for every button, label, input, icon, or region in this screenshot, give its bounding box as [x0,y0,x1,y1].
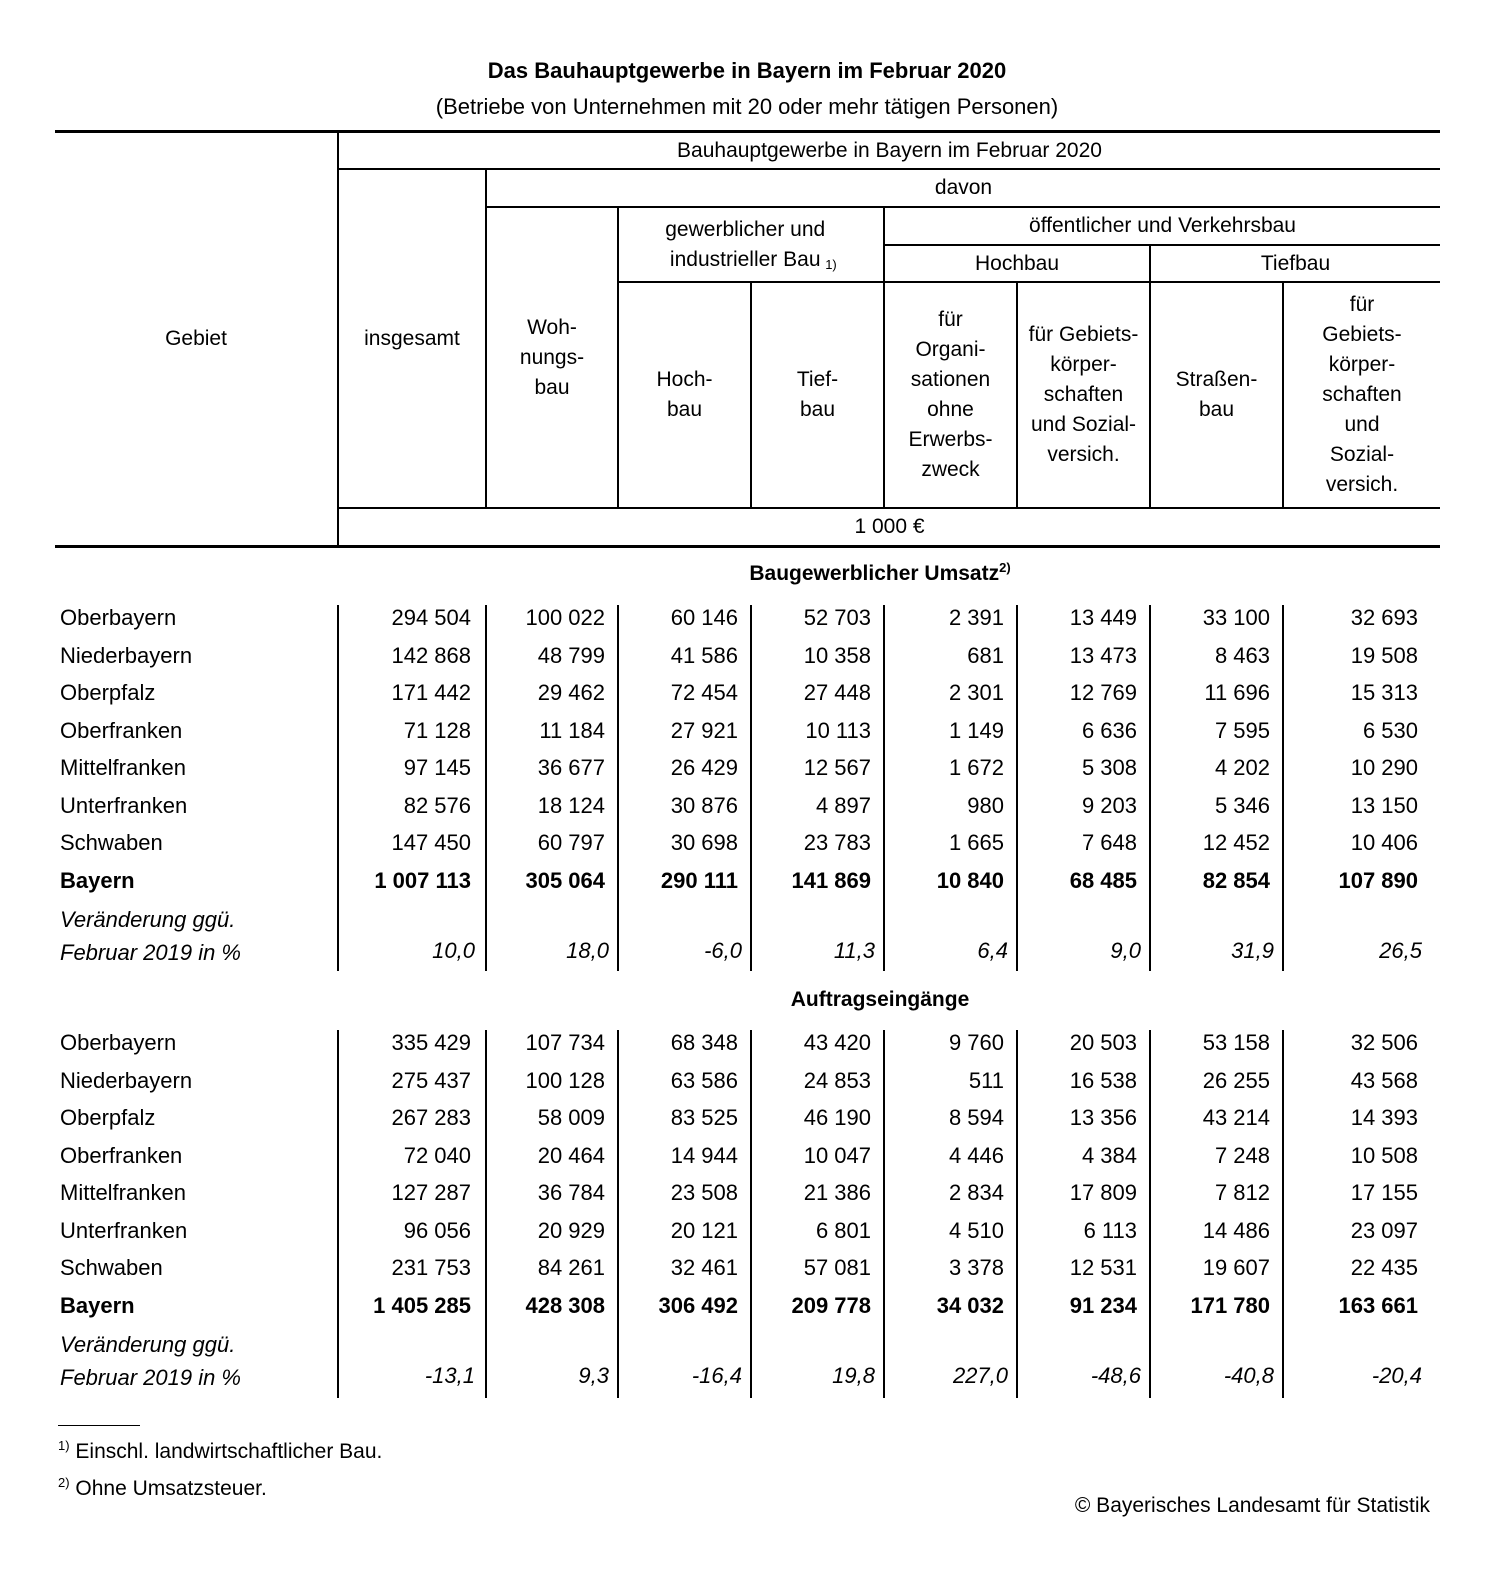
table-cell: 1 007 113 [374,867,471,893]
table-cell: 32 461 [670,1255,738,1280]
table-cell: 18,0 [566,938,609,963]
header-unit: 1 000 € [854,515,925,538]
table-cell: 511 [968,1067,1004,1093]
table-cell: 29 462 [537,680,605,705]
row-label: Oberfranken [60,1142,183,1168]
table-cell: 20 929 [537,1217,605,1243]
table-cell: 9,3 [578,1363,609,1388]
table-cell: 267 283 [391,1105,471,1130]
table-cell: 17 809 [1069,1180,1137,1205]
body-vline [485,1030,487,1398]
table-cell: 43 568 [1350,1067,1418,1093]
table-row [0,1068,1440,1105]
table-cell: 6 113 [1083,1217,1137,1243]
table-cell: 10 358 [803,642,871,668]
table-cell: 18 124 [537,792,605,818]
section-title [330,988,1430,1012]
table-cell: 9,0 [1110,938,1141,963]
header-o-organisationen: für Organi- sationen ohne Erwerbs- zweck [908,308,993,481]
table-cell: 41 586 [670,642,738,668]
table-cell: 6 530 [1362,717,1418,743]
table-cell: 4 446 [948,1142,1004,1168]
header-t-strassenbau: Straßen- bau [1175,368,1258,421]
table-cell: 91 234 [1069,1292,1137,1318]
table-cell: 97 145 [403,755,471,780]
body-vline [617,1030,619,1398]
table-cell: 11,3 [833,938,875,963]
table-row [0,755,1440,792]
table-cell: 1 665 [948,830,1004,855]
table-row [0,1218,1440,1255]
table-cell: 2 834 [948,1180,1004,1205]
table-cell: 68 348 [670,1030,738,1055]
table-cell: 19,8 [832,1363,875,1388]
table-cell: 10,0 [432,938,475,963]
table-cell: 20 464 [537,1142,605,1168]
table-cell: 27 921 [670,717,738,743]
section-title-text: Auftragseingänge [790,988,970,1011]
table-cell: 21 386 [803,1180,871,1205]
copyright: © Bayerisches Landesamt für Statistik [1074,1494,1430,1517]
header-g-tiefbau: Tief- bau [796,368,839,421]
header-g-hochbau: Hoch- bau [656,368,713,421]
table-cell: 147 450 [391,830,471,855]
footnote-2 [58,1477,267,1501]
table-cell: 13 356 [1069,1105,1137,1130]
table-cell: 83 525 [670,1105,738,1130]
table-cell: 60 797 [537,830,605,855]
table-cell: 100 022 [525,605,605,630]
table-cell: 23 508 [670,1180,738,1205]
table-cell: 4 384 [1081,1142,1137,1168]
table-cell: 11 696 [1204,680,1270,705]
table-cell: 14 944 [670,1142,738,1168]
table-cell: 2 301 [948,680,1004,705]
table-cell: 306 492 [658,1292,738,1318]
table-row [0,793,1440,830]
table-cell: 171 780 [1190,1292,1270,1318]
table-cell: 27 448 [803,680,871,705]
table-cell: 22 435 [1350,1255,1418,1280]
table-cell: 71 128 [403,717,471,743]
row-label: Niederbayern [60,642,193,668]
table-title: Das Bauhauptgewerbe in Bayern im Februar 2020 [487,58,1007,83]
table-cell: 36 677 [537,755,605,780]
table-cell: -20,4 [1371,1363,1422,1388]
table-row [0,830,1440,867]
row-label: Bayern [60,1292,135,1318]
table-cell: 24 853 [803,1067,871,1093]
table-cell: -48,6 [1090,1363,1141,1388]
table-cell: 6,4 [977,938,1008,963]
table-cell: 12 452 [1202,830,1270,855]
table-row [0,1143,1440,1180]
table-cell: 20 121 [670,1217,738,1243]
table-cell: 10 840 [936,867,1004,893]
table-row [0,1030,1440,1067]
table-cell: 1 149 [948,717,1004,743]
table-cell: 53 158 [1202,1030,1270,1055]
section-title-text: Baugewerblicher Umsatz [749,562,1000,585]
table-cell: 12 567 [803,755,871,780]
row-label: Oberbayern [60,605,177,630]
table-cell: 31,9 [1231,938,1274,963]
row-label: Schwaben [60,830,163,855]
body-vline [1282,605,1284,971]
table-cell: 305 064 [525,867,605,893]
table-cell: 141 869 [791,867,871,893]
table-row [0,1255,1440,1292]
header-oeffentlich: öffentlicher und Verkehrsbau [1029,214,1296,237]
table-cell: 17 155 [1350,1180,1418,1205]
row-label: Oberpfalz [60,680,156,705]
table-cell: 26 255 [1202,1067,1270,1093]
table-cell: 4 202 [1214,755,1270,780]
table-cell: 57 081 [803,1255,871,1280]
table-cell: 290 111 [660,867,738,893]
table-cell: 96 056 [403,1217,471,1243]
table-cell: 275 437 [391,1067,471,1093]
table-cell: 5 346 [1214,792,1270,818]
table-cell: 127 287 [391,1180,471,1205]
table-cell: 68 485 [1069,867,1137,893]
body-vline [883,1030,885,1398]
table-cell: -13,1 [424,1363,475,1388]
body-vline [750,605,752,971]
table-cell: 15 313 [1350,680,1418,705]
table-cell: 43 420 [803,1030,871,1055]
table-cell: 681 [967,642,1004,668]
table-cell: 335 429 [391,1030,471,1055]
table-cell: 30 876 [670,792,738,818]
table-cell: 23 097 [1350,1217,1418,1243]
table-cell: 209 778 [791,1292,871,1318]
section-title [330,562,1430,586]
table-cell: 58 009 [537,1105,605,1130]
table-cell: 9 203 [1081,792,1137,818]
body-vline [750,1030,752,1398]
row-label: Niederbayern [60,1067,193,1093]
table-cell: 12 531 [1069,1255,1137,1280]
table-cell: 46 190 [803,1105,871,1130]
table-cell: 6 801 [815,1217,871,1243]
table-cell: 26,5 [1379,938,1422,963]
header-gewerblich-label: gewerblicher und industrieller Bau [665,217,826,271]
header-insgesamt: insgesamt [364,326,460,350]
row-label: Unterfranken [60,792,188,818]
table-cell: 12 769 [1069,680,1137,705]
table-cell: 9 760 [948,1030,1004,1055]
row-label: Oberpfalz [60,1105,156,1130]
table-row [0,643,1440,680]
table-cell: 100 128 [525,1067,605,1093]
body-vline [1282,1030,1284,1398]
table-total-row [0,1293,1440,1330]
table-cell: 163 661 [1338,1292,1418,1318]
table-cell: 980 [967,792,1004,818]
table-cell: 48 799 [537,642,605,668]
header-t-gebietskoerperschaften: für Gebiets- körper- schaften und Sozial- versich. [1322,293,1402,496]
row-label: Veränderung ggü. Februar 2019 in % [60,1332,241,1390]
table-row [0,605,1440,642]
footnote-text: Einschl. landwirtschaftlicher Bau. [75,1440,383,1463]
table-cell: 20 503 [1069,1030,1137,1055]
footnote-1 [58,1440,382,1464]
header-gewerblich: gewerblicher und industrieller Bau 1) [619,208,883,281]
header-o-gebietskoerperschaften: für Gebiets- körper- schaften und Sozial- versich. [1028,323,1139,466]
table-cell: 4 510 [948,1217,1004,1243]
body-vline [337,605,339,971]
table-cell: -40,8 [1223,1363,1274,1388]
header-bottom-rule [55,545,1440,548]
table-cell: 26 429 [670,755,738,780]
table-cell: 6 636 [1081,717,1137,743]
table-cell: 72 040 [403,1142,471,1168]
table-cell: 1 405 285 [373,1292,471,1318]
table-cell: -16,4 [691,1363,742,1388]
footnote-text: Ohne Umsatzsteuer. [75,1477,267,1500]
table-cell: 7 595 [1214,717,1270,743]
table-cell: 231 753 [391,1255,471,1280]
table-cell: 13 473 [1069,642,1137,668]
footnote-mark: 1) [58,1438,70,1453]
table-cell: 43 214 [1202,1105,1270,1130]
table-cell: 32 506 [1350,1030,1418,1055]
footnote-rule [58,1425,140,1426]
table-row [0,718,1440,755]
table-cell: 10 113 [805,717,871,743]
table-cell: 10 047 [803,1142,871,1168]
table-cell: 10 406 [1350,830,1418,855]
row-label: Oberfranken [60,717,183,743]
table-cell: 84 261 [537,1255,605,1280]
table-cell: 14 393 [1350,1105,1418,1130]
table-cell: 8 594 [948,1105,1004,1130]
table-cell: 60 146 [670,605,738,630]
table-cell: 7 812 [1214,1180,1270,1205]
table-cell: 16 538 [1069,1067,1137,1093]
footnote-mark: 2) [58,1475,70,1490]
footnote-ref: 2) [999,560,1011,575]
table-cell: 171 442 [391,680,471,705]
table-change-row [0,903,1440,973]
table-row [0,1105,1440,1142]
table-cell: 63 586 [670,1067,738,1093]
table-cell: 23 783 [803,830,871,855]
table-cell: 3 378 [948,1255,1004,1280]
table-cell: 10 290 [1350,755,1418,780]
header-wohnungsbau: Woh- nungs- bau [519,315,585,399]
table-cell: 32 693 [1350,605,1418,630]
table-cell: 11 184 [539,717,605,743]
table-cell: 7 248 [1214,1142,1270,1168]
table-cell: 19 508 [1350,642,1418,668]
header-davon: davon [934,176,993,199]
table-cell: 107 890 [1338,867,1418,893]
body-vline [1149,1030,1151,1398]
body-vline [1016,605,1018,971]
header-gebiet: Gebiet [165,327,227,350]
table-cell: 19 607 [1202,1255,1270,1280]
table-cell: 13 150 [1350,792,1418,818]
table-cell: 82 576 [403,792,471,818]
table-cell: 428 308 [525,1292,605,1318]
table-cell: 2 391 [948,605,1004,630]
table-cell: 72 454 [670,680,738,705]
table-cell: 30 698 [670,830,738,855]
table-cell: 5 308 [1081,755,1137,780]
table-row [0,680,1440,717]
table-cell: 36 784 [537,1180,605,1205]
table-cell: 1 672 [948,755,1004,780]
table-row [0,1180,1440,1217]
table-cell: 13 449 [1069,605,1137,630]
table-cell: 142 868 [391,642,471,668]
row-label: Oberbayern [60,1030,177,1055]
table-cell: 33 100 [1202,605,1270,630]
header-hochbau-group: Hochbau [974,251,1060,275]
table-cell: 52 703 [803,605,871,630]
table-cell: 107 734 [525,1030,605,1055]
table-change-row [0,1328,1440,1398]
body-vline [883,605,885,971]
table-subtitle: (Betriebe von Unternehmen mit 20 oder mehr tätigen Personen) [435,94,1059,119]
row-label: Bayern [60,867,135,893]
row-label: Mittelfranken [60,1180,186,1205]
body-vline [617,605,619,971]
body-vline [337,1030,339,1398]
table-cell: 10 508 [1350,1142,1418,1168]
table-cell: 82 854 [1202,867,1270,893]
row-label: Schwaben [60,1255,163,1280]
row-label: Mittelfranken [60,755,186,780]
table-cell: 34 032 [936,1292,1004,1318]
table-cell: 4 897 [815,792,871,818]
row-label: Veränderung ggü. Februar 2019 in % [60,907,241,965]
table-cell: 7 648 [1081,830,1137,855]
table-cell: 294 504 [391,605,471,630]
table-total-row [0,868,1440,905]
table-cell: 14 486 [1202,1217,1270,1243]
row-label: Unterfranken [60,1217,188,1243]
table-cell: 227,0 [952,1363,1008,1388]
body-vline [485,605,487,971]
body-vline [1149,605,1151,971]
header-tiefbau-group: Tiefbau [1260,251,1331,275]
header-top-span: Bauhauptgewerbe in Bayern im Februar 2020 [677,138,1102,162]
table-cell: 8 463 [1214,642,1270,668]
body-vline [1016,1030,1018,1398]
table-cell: -6,0 [704,938,742,963]
